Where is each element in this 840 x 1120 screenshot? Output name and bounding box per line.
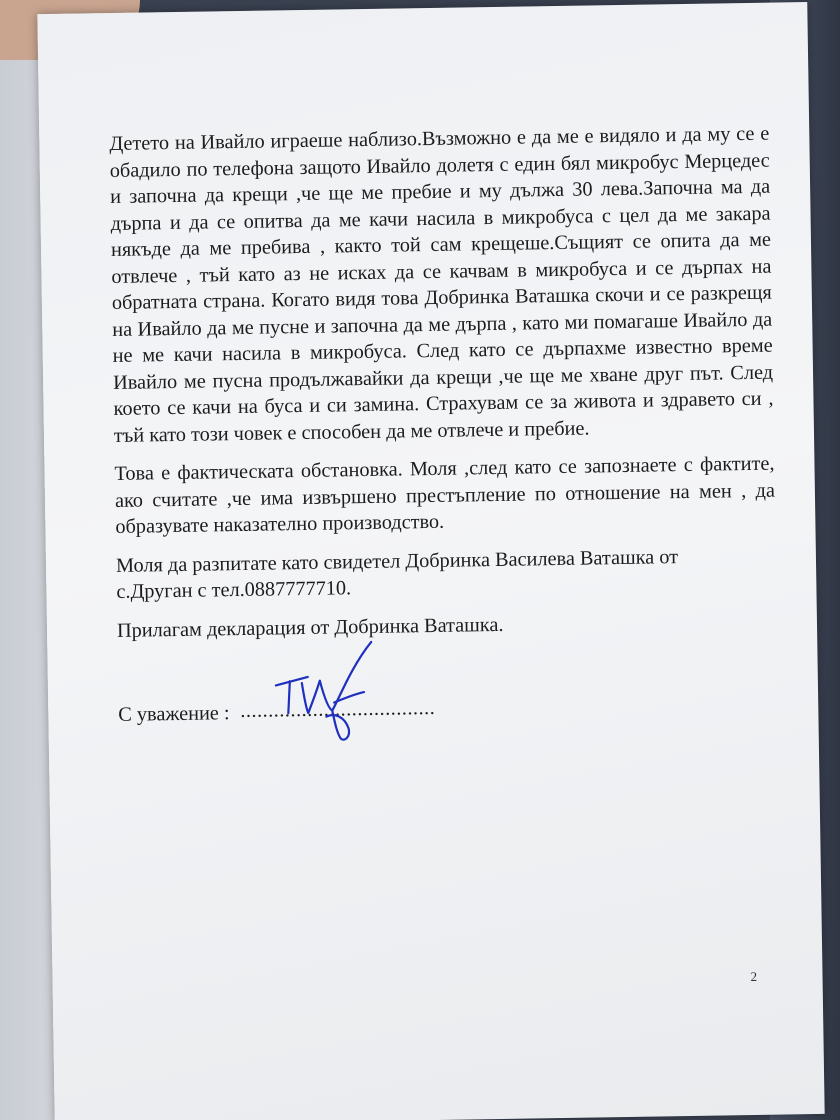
document-body [109, 121, 779, 742]
page-number: 2 [750, 968, 758, 985]
handwritten-signature [267, 636, 389, 748]
paragraph-witness-phone: с.Друган с тел.0887777710. [116, 577, 352, 603]
document-page [37, 2, 824, 1120]
signoff-label: С уважение : [118, 702, 230, 726]
paragraph-attachment: Прилагам декларация от Добринка Ваташка. [116, 613, 504, 642]
paragraph-witness: Моля да разпитате като свидетел Добринка Василева Ваташка от [115, 545, 679, 577]
signature-line: ................................... [240, 696, 436, 723]
paragraph-incident: Детето на Ивайло играеше наблизо.Възможно е да ме е видяло и да му се е обадило по телефона защото Ивайло долетя с един бял микробус Мерцедес и започна да крещи ,че ще ме пребие и му дължа 30 лева.Започна ма да дърпа и да се опитва да ме качи насила в микробуса с цел да ме закара някъде да ме пребива , както той сам крещеше.Същият се опита да ме отвлече , тъй като аз не исках да се качвам в микробуса и се дърпах на обратната страна. Когато видя това Добринка Ваташка скочи и се разкрещя на Ивайло да ме пусне и започна да ме дърпа , като ми помагаше Ивайло да не ме качи насила в микробуса. След като се дърпахме известно време Ивайло ме пусна продължавайки да крещи ,че ще ме хване друг път. След което се качи на буса и си замина. Страхувам се за живота и здравето си , тъй като този човек е способен да ме отвлече и пребие. [109, 122, 774, 447]
signoff [118, 692, 779, 742]
paragraph-request: Това е фактическата обстановка. Моля ,след като се запознаете с фактите, ако считате ,че има извършено престъпление по отношение на мен , да образувате наказателно производство. [114, 452, 776, 538]
